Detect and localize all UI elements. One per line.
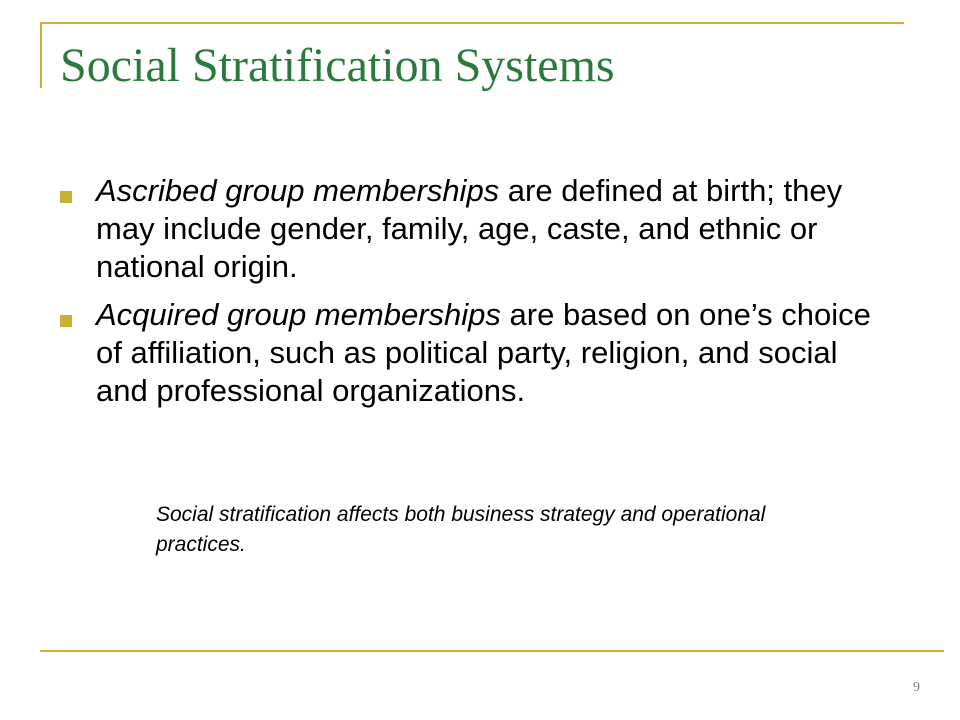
slide-title: Social Stratification Systems — [60, 39, 615, 92]
bullet-item-ascribed — [58, 172, 878, 286]
bullet-term: Acquired group memberships — [96, 297, 501, 332]
stratification-note: Social stratification affects both business strategy and operational practices. — [156, 503, 766, 556]
bullet-item-acquired — [58, 296, 878, 410]
page-number: 9 — [913, 680, 920, 695]
bullet-text: are defined at birth; they may include gender, family, age, caste, and ethnic or national origin. — [96, 173, 843, 284]
bullet-text: are based on one’s choice of affiliation, such as political party, religion, and social and professional organizations. — [96, 297, 871, 408]
title-frame-left-line — [40, 22, 42, 88]
bullet-list — [58, 172, 878, 420]
square-bullet-icon — [60, 315, 72, 327]
bullet-term: Ascribed group memberships — [96, 173, 500, 208]
footer-divider — [40, 650, 944, 652]
square-bullet-icon — [60, 191, 72, 203]
title-frame-top-line — [40, 22, 904, 24]
